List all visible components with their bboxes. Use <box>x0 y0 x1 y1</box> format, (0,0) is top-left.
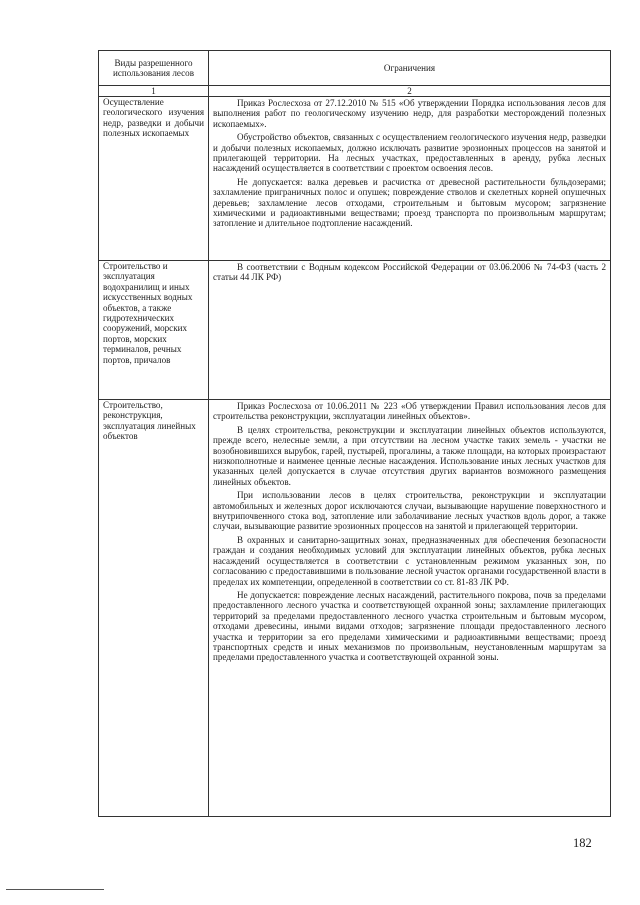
restriction-cell <box>209 261 611 400</box>
restriction-paragraph: В соответствии с Водным кодексом Российской Федерации от 03.06.2006 № 74-ФЗ (часть 2 статьи 44 ЛК РФ) <box>213 262 606 283</box>
header-restrictions: Ограничения <box>209 51 611 86</box>
table-row <box>99 261 611 400</box>
restriction-paragraph: При использовании лесов в целях строительства, реконструкции и эксплуатации автомобильных и железных дорог исключаются случаи, вызывающие нарушение поверхностного и внутрипочвенного стока вод, затопление или заболачивание лесных участков вдоль дорог, а также случаи, вызывающие развитие эрозионных процессов на занятой и прилегающей территории. <box>213 490 606 532</box>
restriction-paragraph: В целях строительства, реконструкции и эксплуатации линейных объектов используются, прежде всего, нелесные земли, а при отсутствии на лесном участке таких земель - участки не возобновившихся вырубок, гарей, пустырей, прогалины, а также площади, на которых произрастают низкополнотные и наименее ценные лесные насаждения. Использование иных лесных участков для указанных целей допускается в случае отсутствия других вариантов возможного размещения линейных объектов. <box>213 424 606 487</box>
column-number-2: 2 <box>209 86 611 97</box>
footnote-separator <box>6 889 104 890</box>
restrictions-table <box>98 50 611 817</box>
restriction-paragraph: Приказ Рослесхоза от 27.12.2010 № 515 «Об утверждении Порядка использования лесов для выполнения работ по геологическому изучению недр, для разработки месторождений полезных ископаемых». <box>213 98 606 129</box>
restriction-cell <box>209 97 611 261</box>
use-type-cell: Осуществление геологического изучения недр, разведки и добычи полезных ископаемых <box>99 97 209 261</box>
table-row <box>99 400 611 817</box>
column-number-row <box>99 86 611 97</box>
restriction-paragraph: Не допускается: валка деревьев и расчистка от древесной растительности бульдозерами; захламление приграничных полос и опушек; повреждение стволов и скелетных корней опушечных деревьев; захламление лесов отходами, строительным и бытовым мусором; загрязнение химическими и радиоактивными веществами; проезд транспорта по произвольным маршрутам; затопление и длительное подтопление насаждений. <box>213 176 606 229</box>
restriction-paragraph: Не допускается: повреждение лесных насаждений, растительного покрова, почв за пределами предоставленного лесного участка и соответствующей охранной зоны; захламление прилегающих территорий за пределами предоставленного лесного участка строительным и бытовым мусором, отходами древесины, иными видами отходов; загрязнение площади предоставленного лесного участка и территории за его пределами химическими и радиоактивными веществами; проезд транспортных средств и иных механизмов по произвольным, неустановленным маршрутам за пределами предоставленного участка и соответствующей охранной зоны. <box>213 589 606 663</box>
table-row <box>99 97 611 261</box>
use-type-cell: Строительство, реконструкция, эксплуатация линейных объектов <box>99 400 209 817</box>
restriction-paragraph: В охранных и санитарно-защитных зонах, предназначенных для обеспечения безопасности граждан и создания необходимых условий для эксплуатации линейных объектов, рубка лесных насаждений осуществляется в соответствии с установленным режимом указанных зон, по согласованию с предоставившими в пользование лесной участок органами государственной власти в пределах их компетенции, определенной в соответствии со ст. 81-83 ЛК РФ. <box>213 534 606 587</box>
restriction-cell <box>209 400 611 817</box>
use-type-cell: Строительство и эксплуатация водохранилищ и иных искусственных водных объектов, а также гидротехнических сооружений, морских портов, морских терминалов, речных портов, причалов <box>99 261 209 400</box>
page-number: 182 <box>573 836 592 850</box>
table-header-row <box>99 51 611 86</box>
header-use-types: Виды разрешенного использования лесов <box>99 51 209 86</box>
restriction-paragraph: Приказ Рослесхоза от 10.06.2011 № 223 «Об утверждении Правил использования лесов для строительства реконструкции, эксплуатации линейных объектов». <box>213 401 606 422</box>
restriction-paragraph: Обустройство объектов, связанных с осуществлением геологического изучения недр, разведки и добычи полезных ископаемых, должно исключать развитие эрозионных процессов на занятой и прилегающей территории. На лесных участках, предоставленных в аренду, рубка лесных насаждений осуществляется в соответствии с проектом освоения лесов. <box>213 132 606 174</box>
column-number-1: 1 <box>99 86 209 97</box>
